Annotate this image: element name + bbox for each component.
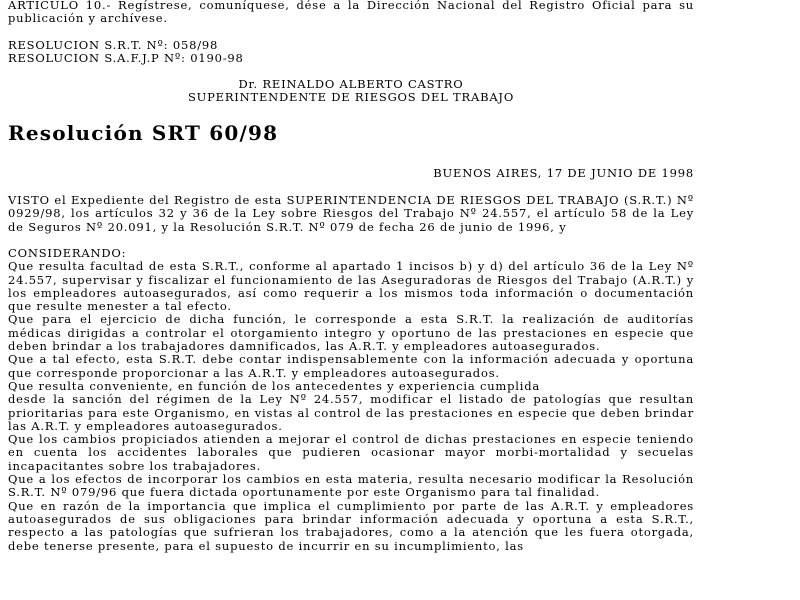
considerando-paragraph: Que a tal efecto, esta S.R.T. debe contar indispensablemente con la información adecuada y oportuna que corresponde proporcionar a las A.R.T. y empleadores autoasegurados. (8, 352, 694, 380)
resolucion-srt-reference: RESOLUCION S.R.T. Nº: 058/98 (8, 37, 219, 52)
considerando-paragraph: Que resulta facultad de esta S.R.T., conforme al apartado 1 incisos b) y d) del artículo 36 de la Ley Nº 24.557, supervisar y fiscalizar el funcionamiento de las Aseguradoras de Riesgos del Trabajo (A.R.T.) y los empleadores autoasegurados, así como requerir a los mismos toda información o documentación que resulte menester a tal efecto. (8, 259, 694, 314)
visto-paragraph: VISTO el Expediente del Registro de esta SUPERINTENDENCIA DE RIESGOS DEL TRABAJO (S.R.T.) Nº 0929/98, los artículos 32 y 36 de la Ley sobre Riesgos del Trabajo Nº 24.557, el artículo 58 de la Ley de Seguros Nº 20.091, y la Resolución S.R.T. Nº 079 de fecha 26 de junio de 1996, y (8, 193, 694, 234)
document-page (8, 0, 694, 553)
document-title: Resolución SRT 60/98 (8, 120, 279, 145)
considerando-paragraph: Que en razón de la importancia que implica el cumplimiento por parte de las A.R.T. y empleadores autoasegurados de sus obligaciones para brindar información adecuada y oportuna a esta S.R.T., respecto a las patologías que sufrieran los trabajadores, como a la atención que les fuera otorgada, debe tenerse presente, para el supuesto de incurrir en su incumplimiento, las (8, 498, 694, 553)
place-date: BUENOS AIRES, 17 DE JUNIO DE 1998 (433, 165, 694, 180)
considerando-paragraph: Que para el ejercicio de dicha función, le corresponde a esta S.R.T. la realización de auditorías médicas dirigidas a controlar el otorgamiento integro y oportuno de las prestaciones en especie que deben brindar a los trabajadores damnificados, las A.R.T. y empleadores autoasegurados. (8, 312, 694, 354)
considerando-paragraph: Que los cambios propiciados atienden a mejorar el control de dichas prestaciones en especie teniendo en cuenta los accidentes laborales que pudieren ocasionar mayor morbi-mortalidad y secuelas incapacitantes sobre los trabajadores. (8, 432, 694, 473)
resolucion-safjp-reference: RESOLUCION S.A.F.J.P Nº: 0190-98 (8, 50, 244, 65)
signatory-title: SUPERINTENDENTE DE RIESGOS DEL TRABAJO (187, 90, 515, 105)
considerando-paragraph: Que a los efectos de incorporar los cambios en esta materia, resulta necesario modificar la Resolución S.R.T. Nº 079/96 que fuera dictada oportunamente por este Organismo para tal finalidad. (8, 472, 694, 500)
considerando-paragraph: Que resulta conveniente, en función de los antecedentes y experiencia cumplida (8, 378, 541, 393)
considerando-paragraph: desde la sanción del régimen de la Ley Nº 24.557, modificar el listado de patologías que resultan prioritarias para este Organismo, en vistas al control de las prestaciones en especie que deben brindar las A.R.T. y empleadores autoasegurados. (8, 392, 694, 433)
articulo-10-paragraph: ARTICULO 10.- Regístrese, comuníquese, dése a la Dirección Nacional del Registro Oficial para su publicación y archívese. (8, 0, 694, 26)
considerando-heading: CONSIDERANDO: (8, 245, 127, 260)
signatory-name: Dr. REINALDO ALBERTO CASTRO (238, 77, 464, 92)
